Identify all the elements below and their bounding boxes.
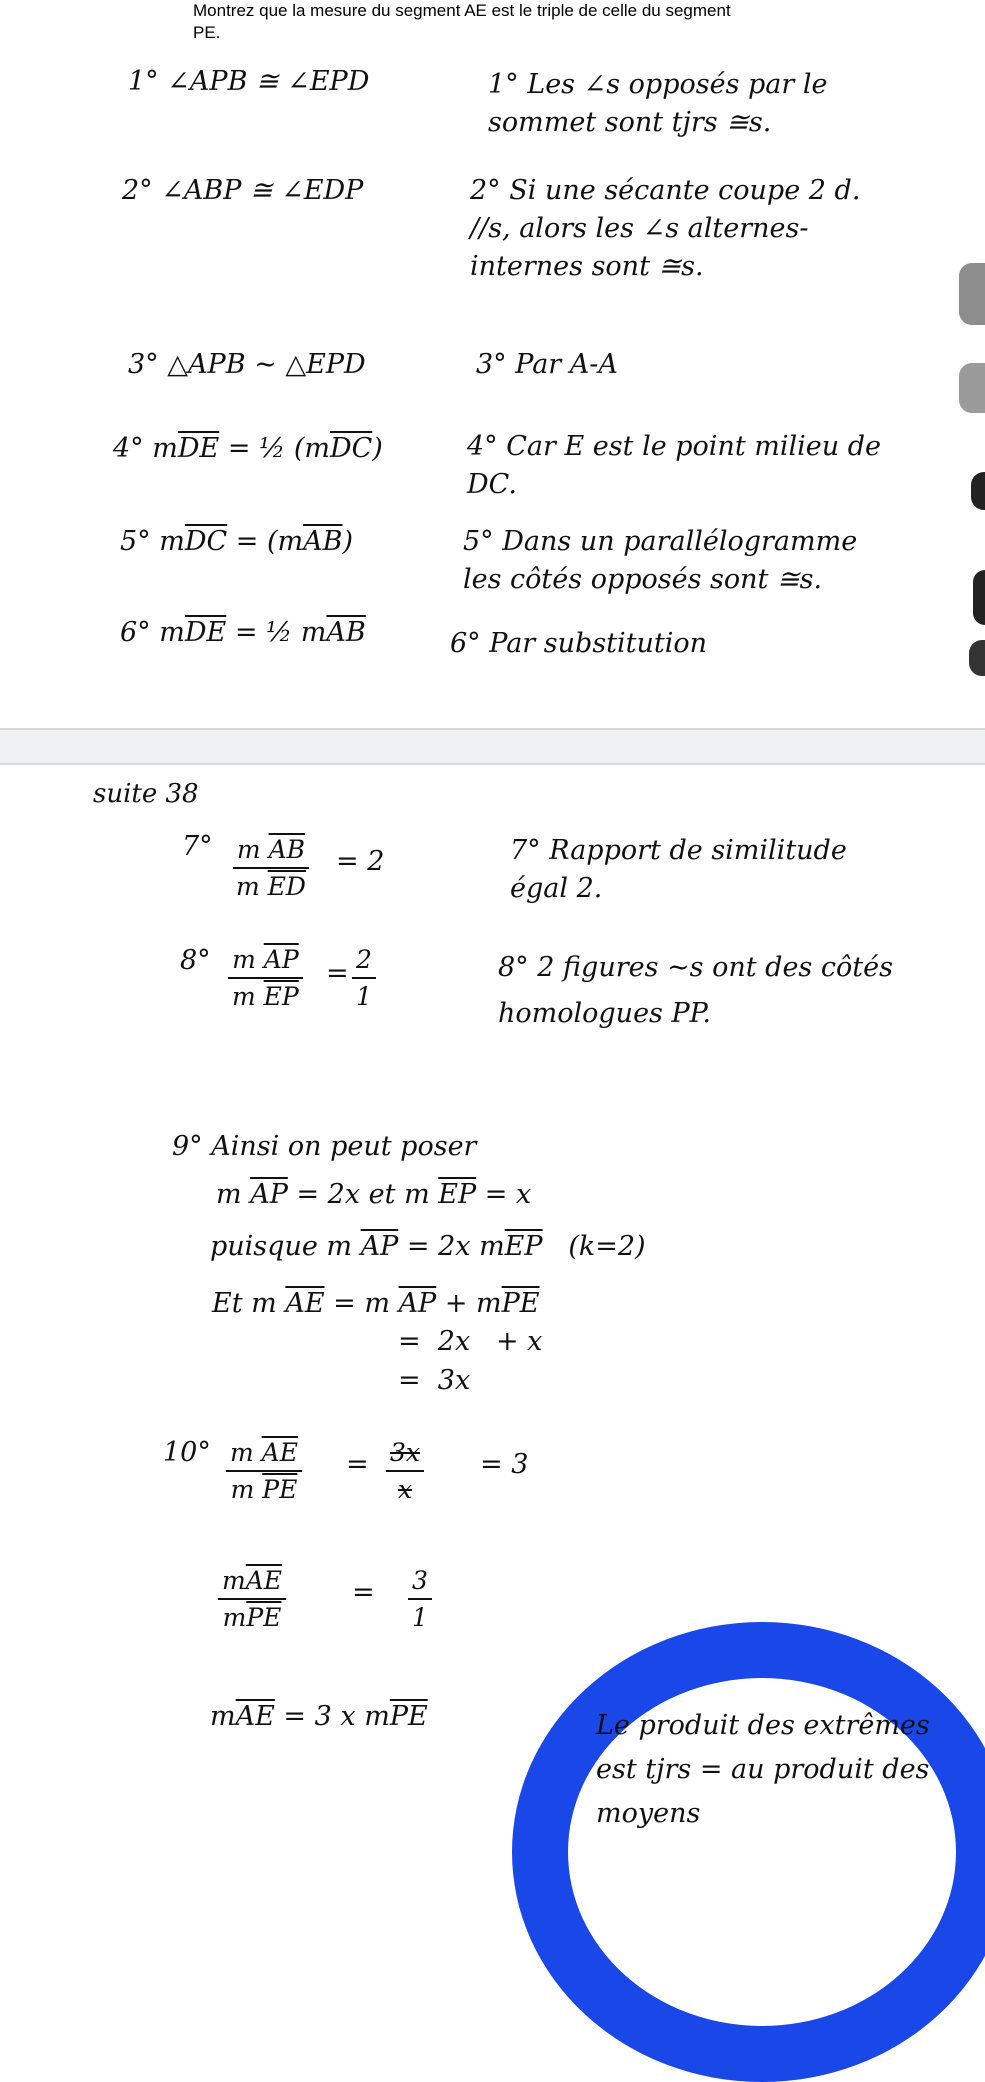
step3-number: 3° <box>128 349 159 380</box>
continuation-title: suite 38 <box>93 779 199 809</box>
times-m: = 3 x m <box>283 1701 390 1732</box>
segment-dc: $\overline{DC}$ <box>184 526 228 557</box>
step5-statement <box>120 523 353 561</box>
segment-ap: $\overline{AP}$ <box>398 1288 437 1319</box>
denominator-m: m <box>236 872 260 901</box>
assignment-text: = 2x et m <box>296 1179 430 1210</box>
step8-number: 8° <box>180 945 211 976</box>
step4-number: 4° <box>113 433 144 464</box>
segment-ae: $\overline{AE}$ <box>261 1438 298 1467</box>
segment-pe: $\overline{PE}$ <box>246 1603 282 1632</box>
step1-statement <box>128 63 369 101</box>
measure-label: m <box>152 433 178 464</box>
segment-ep: $\overline{EP}$ <box>263 982 299 1011</box>
numerator-m: m <box>236 835 261 864</box>
step3-reason: 3° Par A-A <box>476 349 618 380</box>
assignment-value: = x <box>484 1179 532 1210</box>
step6-reason: 6° Par substitution <box>450 628 708 659</box>
step8-equals: = <box>326 958 349 989</box>
segment-ae: $\overline{AE}$ <box>235 1701 275 1732</box>
worksheet-page-1 <box>0 0 985 728</box>
numerator-m: m <box>232 945 256 974</box>
step4-statement <box>113 430 383 468</box>
measure-label: m <box>216 1179 242 1210</box>
denominator-m: m <box>230 1475 255 1504</box>
denominator-m: m <box>222 1603 247 1632</box>
denominator-m: m <box>232 982 256 1011</box>
page-separator <box>0 728 985 765</box>
equals-sign: = <box>235 526 259 557</box>
step10-equals-1: = <box>346 1449 369 1480</box>
step3-expression: △APB ∼ △EPD <box>167 349 366 380</box>
segment-pe: $\overline{PE}$ <box>501 1288 540 1319</box>
equals-half: = ½ <box>227 433 286 464</box>
open-paren: (m <box>293 433 330 464</box>
numerator-m: m <box>230 1438 254 1467</box>
step8-fraction <box>228 945 303 1011</box>
equals-m: = m <box>333 1288 390 1319</box>
blue-circle-highlight <box>512 1622 985 2082</box>
page-edge-mark <box>973 570 985 625</box>
question-line-2: PE. <box>193 23 221 42</box>
ratio-denominator: 1 <box>412 1603 428 1632</box>
segment-ep: $\overline{EP}$ <box>438 1179 477 1210</box>
step9-line2 <box>210 1228 646 1266</box>
segment-ap: $\overline{AP}$ <box>250 1179 288 1210</box>
step5-number: 5° <box>120 526 151 557</box>
question-line-1: Montrez que la mesure du segment AE est le triple de celle du segment <box>193 1 731 20</box>
step6-statement <box>120 614 366 652</box>
segment-ab: $\overline{AB}$ <box>326 617 366 648</box>
measure-label: m <box>159 526 185 557</box>
cancelled-x: x <box>397 1475 413 1504</box>
step8-ratio <box>352 945 376 1011</box>
segment-ep: $\overline{EP}$ <box>504 1231 543 1262</box>
since-text: puisque m <box>210 1231 353 1262</box>
step10-fraction-4 <box>408 1566 432 1632</box>
step9-line1 <box>216 1176 531 1214</box>
step10-number: 10° <box>163 1437 211 1468</box>
step10-result: = 3 <box>480 1449 529 1480</box>
question-text <box>193 0 813 44</box>
step5-reason: 5° Dans un parallélogramme les côtés opposés sont ≅s. <box>463 526 858 595</box>
and-text: Et m <box>212 1288 277 1319</box>
page-edge-mark <box>969 640 985 676</box>
close-paren: ) <box>372 433 383 464</box>
step10-fraction-2 <box>386 1438 424 1504</box>
step3-statement <box>128 346 366 384</box>
step7-result: = 2 <box>336 846 385 877</box>
measure-label: m <box>159 617 185 648</box>
segment-ab: $\overline{AB}$ <box>268 835 306 864</box>
step2-expression: ∠ABP ≅ ∠EDP <box>161 175 364 206</box>
equals-half: = ½ m <box>234 617 327 648</box>
step7-fraction <box>232 835 310 901</box>
ratio-numerator: 2 <box>352 945 376 979</box>
segment-de: $\overline{DE}$ <box>177 433 220 464</box>
step2-number: 2° <box>122 175 153 206</box>
final-equation <box>210 1698 428 1736</box>
step7-number: 7° <box>182 831 213 862</box>
ratio-k: (k=2) <box>568 1231 646 1262</box>
ratio-numerator: 3 <box>408 1566 432 1600</box>
segment-ae: $\overline{AE}$ <box>245 1566 283 1595</box>
step9-line4: = 2x + x <box>398 1326 543 1357</box>
cancelled-3x: 3x <box>386 1438 424 1472</box>
segment-de: $\overline{DE}$ <box>184 617 227 648</box>
step1-number: 1° <box>128 66 159 97</box>
step10-fraction-3 <box>218 1566 286 1632</box>
measure-label: m <box>210 1701 236 1732</box>
ratio-denominator: 1 <box>356 982 372 1011</box>
product-text: = 2x m <box>406 1231 505 1262</box>
segment-ap: $\overline{AP}$ <box>360 1231 399 1262</box>
step2-reason: 2° Si une sécante coupe 2 d. //s, alors les ∠s alternes-internes sont ≅s. <box>470 175 861 282</box>
step8-reason: 8° 2 figures ∼s ont des côtés homologues PP. <box>498 952 893 1029</box>
step1-reason: 1° Les ∠s opposés par le sommet sont tjrs ≅s. <box>488 69 828 138</box>
page-edge-tab <box>959 263 985 325</box>
segment-ae: $\overline{AE}$ <box>285 1288 325 1319</box>
plus-m: + m <box>444 1288 502 1319</box>
segment-ed: $\overline{ED}$ <box>267 872 306 901</box>
step10-equals-2: = <box>352 1577 375 1608</box>
step10-fraction-1 <box>226 1438 302 1504</box>
page-edge-tab <box>959 363 985 413</box>
step6-number: 6° <box>120 617 151 648</box>
step9-intro: 9° Ainsi on peut poser <box>172 1131 477 1162</box>
step9-line3 <box>212 1285 540 1323</box>
segment-ap: $\overline{AP}$ <box>263 945 299 974</box>
circled-note: Le produit des extrêmes est tjrs = au produit des moyens <box>596 1710 930 1829</box>
step4-reason: 4° Car E est le point milieu de DC. <box>467 431 881 500</box>
step7-reason: 7° Rapport de similitude égal 2. <box>510 835 847 904</box>
numerator-m: m <box>222 1566 246 1595</box>
step9-line5: = 3x <box>398 1365 471 1396</box>
open-paren: (m <box>267 526 304 557</box>
segment-pe: $\overline{PE}$ <box>262 1475 298 1504</box>
page-edge-mark <box>971 472 985 510</box>
segment-ab: $\overline{AB}$ <box>303 526 343 557</box>
step2-statement <box>122 172 363 210</box>
step1-expression: ∠APB ≅ ∠EPD <box>167 66 370 97</box>
close-paren: ) <box>342 526 354 557</box>
segment-pe: $\overline{PE}$ <box>389 1701 428 1732</box>
segment-dc: $\overline{DC}$ <box>329 433 373 464</box>
